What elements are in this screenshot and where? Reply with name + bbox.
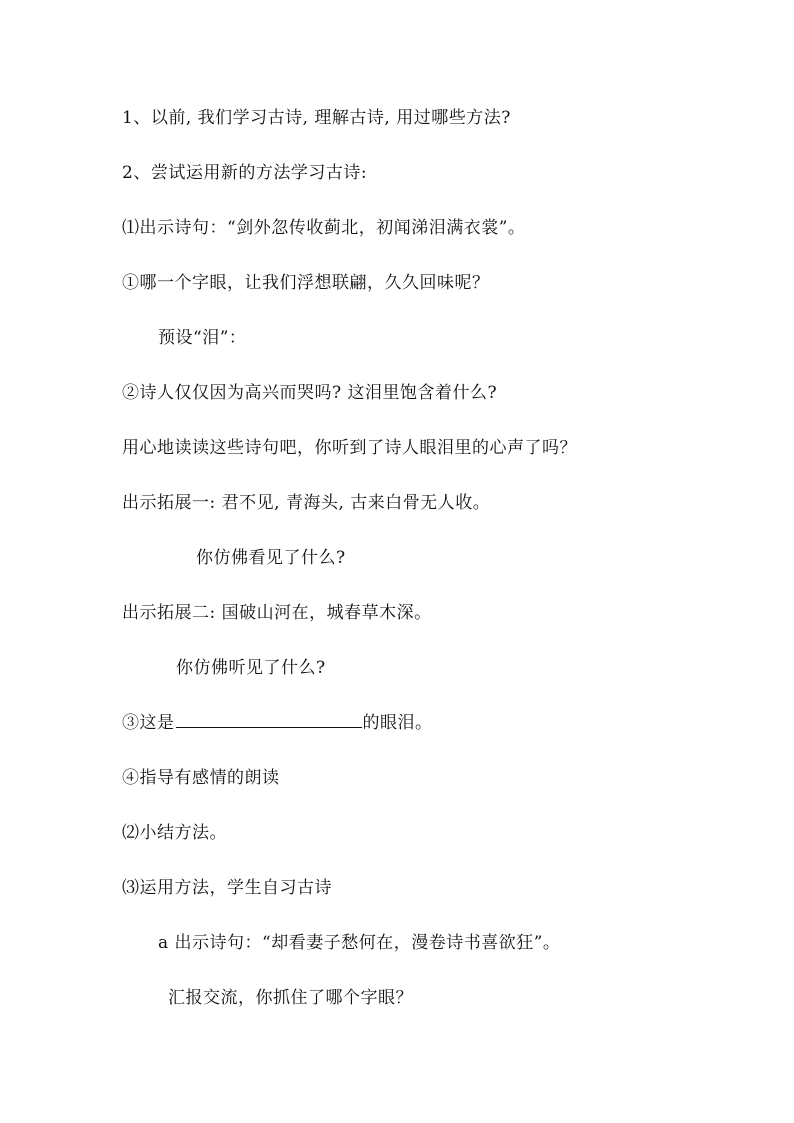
fill-blank-underline	[176, 711, 362, 728]
guided-reading: ④指导有感情的朗读	[122, 768, 280, 788]
summary-method: ⑵小结方法。	[122, 823, 227, 843]
fill-blank-suffix: 的眼泪。	[362, 713, 433, 733]
extension-1: 出示拓展一: 君不见, 青海头, 古来白骨无人收。	[122, 493, 491, 513]
fill-blank-line	[122, 711, 433, 735]
question-2: 2、尝试运用新的方法学习古诗:	[122, 163, 368, 183]
report-question: 汇报交流，你抓住了哪个字眼？	[168, 988, 413, 1008]
apply-method: ⑶运用方法，学生自习古诗	[122, 878, 332, 898]
poem-line-2: a 出示诗句：“却看妻子愁何在，漫卷诗书喜欲狂”。	[158, 933, 561, 953]
extension-2: 出示拓展二: 国破山河在，城春草木深。	[122, 603, 432, 623]
reading-prompt: 用心地读读这些诗句吧，你听到了诗人眼泪里的心声了吗？	[122, 438, 577, 458]
sub-question-1: ①哪一个字眼，让我们浮想联翩，久久回味呢？	[122, 273, 490, 293]
question-1: 1、以前, 我们学习古诗, 理解古诗, 用过哪些方法?	[122, 108, 511, 128]
sub-question-2: ②诗人仅仅因为高兴而哭吗? 这泪里饱含着什么?	[122, 383, 498, 403]
extension-1-question: 你仿佛看见了什么?	[196, 548, 346, 568]
extension-2-question: 你仿佛听见了什么?	[176, 658, 326, 678]
preset-answer: 预设“泪”：	[158, 328, 247, 348]
poem-line-1: ⑴出示诗句：“剑外忽传收蓟北，初闻涕泪满衣裳”。	[122, 218, 526, 238]
fill-blank-prefix: ③这是	[122, 713, 175, 733]
